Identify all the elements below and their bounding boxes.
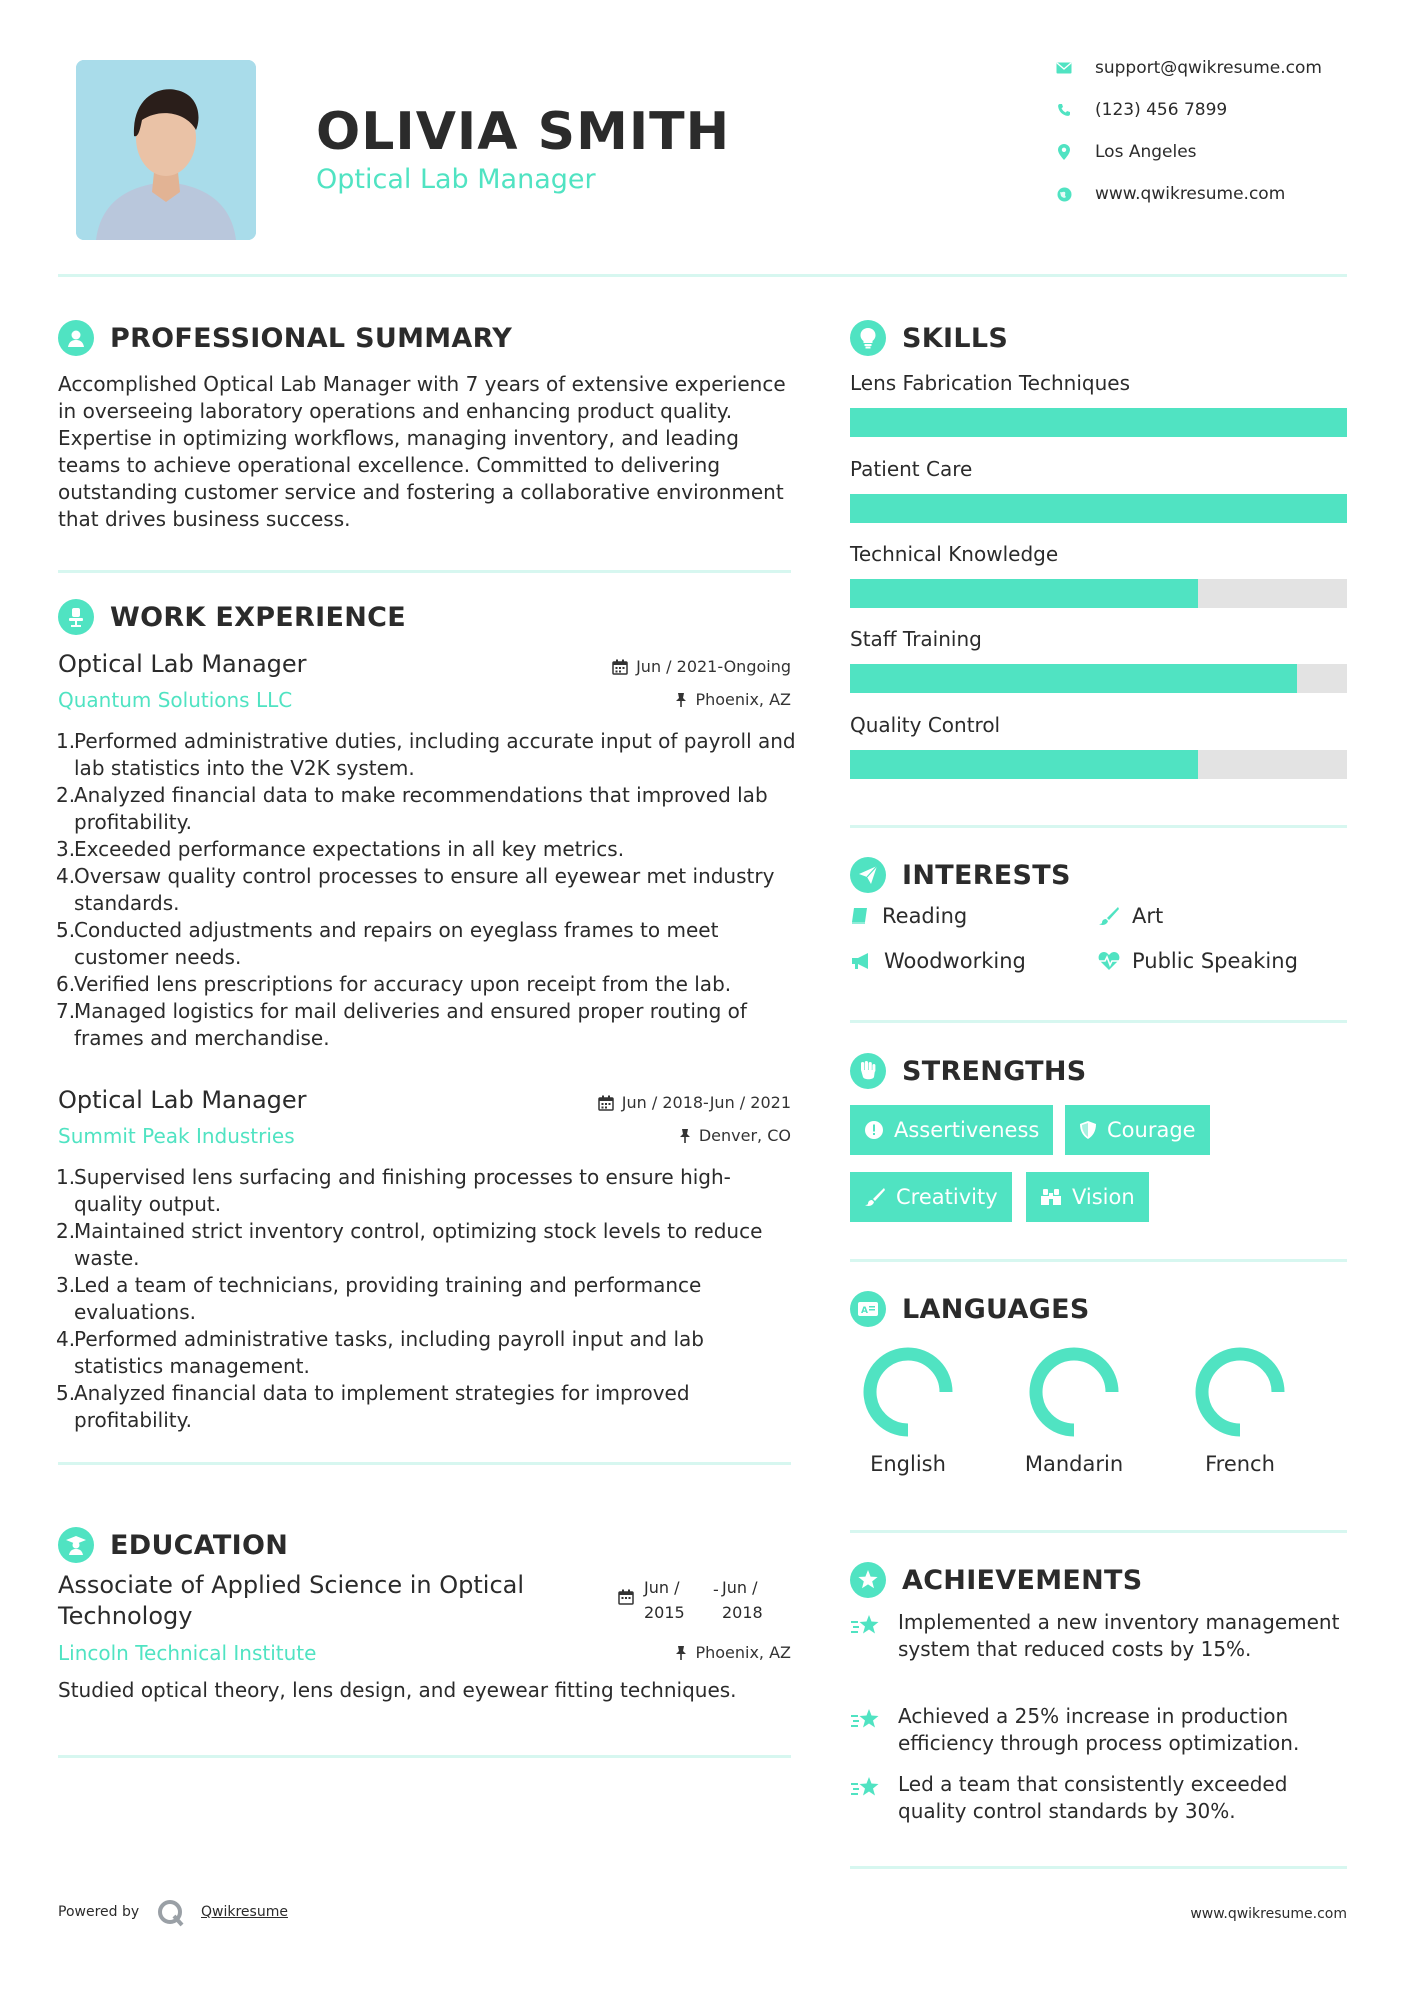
- language-french: French: [1175, 1342, 1305, 1476]
- achievements-divider: [850, 1866, 1347, 1869]
- skill-bar-fill: [850, 664, 1297, 693]
- contact-location: Los Angeles: [1055, 142, 1375, 162]
- list-item: 7. Managed logistics for mail deliveries and ensured proper routing of frames and merchandise.: [56, 999, 747, 1050]
- skill-bar: [850, 494, 1347, 523]
- interest-public-speaking: Public Speaking: [1098, 949, 1298, 973]
- user-icon: [58, 320, 94, 356]
- language-progress-ring: [1190, 1342, 1290, 1442]
- list-item: 5. Analyzed financial data to implement strategies for improved profitability.: [56, 1381, 690, 1432]
- interest-art: Art: [1098, 904, 1163, 928]
- achievement-item: Achieved a 25% increase in production efficiency through process optimization.: [850, 1703, 1347, 1757]
- summary-heading: PROFESSIONAL SUMMARY: [58, 320, 512, 356]
- achievements-heading: ACHIEVEMENTS: [850, 1562, 1143, 1598]
- education-heading: EDUCATION: [58, 1527, 288, 1563]
- job-1-title: Optical Lab Manager: [58, 650, 307, 678]
- book-icon: [850, 906, 870, 926]
- language-progress-arc: [870, 1354, 946, 1430]
- list-item: 2. Analyzed financial data to make recommendations that improved lab profitability.: [56, 783, 768, 834]
- svg-text:A: A: [861, 1306, 868, 1316]
- candidate-title: Optical Lab Manager: [316, 164, 596, 195]
- calendar-icon: [618, 1589, 634, 1609]
- language-mandarin: Mandarin: [1009, 1342, 1139, 1476]
- profile-photo: [76, 60, 256, 240]
- email-icon: [1055, 59, 1073, 77]
- strength-chip: Creativity: [850, 1172, 1012, 1222]
- contact-website[interactable]: www.qwikresume.com: [1055, 184, 1375, 204]
- shield-icon: [1079, 1120, 1097, 1140]
- pin-icon: [675, 692, 687, 708]
- skill-bar: [850, 664, 1347, 693]
- language-progress-arc: [1036, 1354, 1112, 1430]
- language-progress-arc: [1202, 1354, 1278, 1430]
- heartbeat-icon: [1098, 951, 1120, 971]
- location-pin-icon: [1055, 143, 1073, 161]
- strength-chip: Vision: [1026, 1172, 1149, 1222]
- interest-reading: Reading: [850, 904, 967, 928]
- list-item: 5. Conducted adjustments and repairs on eyeglass frames to meet customer needs.: [56, 918, 719, 969]
- language-icon: [850, 1291, 886, 1327]
- skill-label: Patient Care: [850, 457, 973, 481]
- skill-label: Technical Knowledge: [850, 542, 1059, 566]
- shooting-star-icon: [850, 1613, 882, 1639]
- strength-chip: Assertiveness: [850, 1105, 1053, 1155]
- contact-email[interactable]: support@qwikresume.com: [1055, 58, 1375, 78]
- experience-divider: [58, 1462, 791, 1465]
- candidate-name: OLIVIA SMITH: [316, 102, 731, 162]
- binoculars-icon: [1040, 1187, 1062, 1207]
- skill-bar-fill: [850, 750, 1198, 779]
- job-1-dates: Jun / 2021-Ongoing: [500, 657, 791, 676]
- shooting-star-icon: [850, 1707, 882, 1733]
- education-degree: Associate of Applied Science in Optical Technology: [58, 1571, 525, 1630]
- contact-phone[interactable]: (123) 456 7899: [1055, 100, 1375, 120]
- calendar-icon: [598, 1095, 614, 1111]
- phone-icon: [1055, 101, 1073, 119]
- interest-woodworking: Woodworking: [850, 949, 1026, 973]
- footer-website[interactable]: www.qwikresume.com: [1190, 1906, 1347, 1922]
- summary-text: Accomplished Optical Lab Manager with 7 years of extensive experience in overseeing laboratory operations and enhancing product quality. Expertise in optimizing workflows, managing inventory, and leading teams to achieve operational excellence. Committed to delivering outstanding customer service and fostering a collaborative environment that drives business success.: [58, 372, 786, 531]
- skill-bar-fill: [850, 579, 1198, 608]
- education-school: Lincoln Technical Institute: [58, 1641, 317, 1665]
- skill-bar: [850, 750, 1347, 779]
- education-start: Jun / 2015: [644, 1578, 685, 1622]
- strength-chip: Courage: [1065, 1105, 1210, 1155]
- skills-divider: [850, 825, 1347, 828]
- job-2-title: Optical Lab Manager: [58, 1086, 307, 1114]
- skills-heading: SKILLS: [850, 320, 1008, 356]
- skill-bar: [850, 579, 1347, 608]
- education-description: Studied optical theory, lens design, and eyewear fitting techniques.: [58, 1678, 737, 1702]
- qwikresume-link[interactable]: Qwikresume: [201, 1904, 288, 1920]
- paintbrush-icon: [1098, 906, 1120, 926]
- skill-label: Staff Training: [850, 627, 982, 651]
- list-item: 3. Led a team of technicians, providing training and performance evaluations.: [56, 1273, 702, 1324]
- education-location: Phoenix, AZ: [500, 1643, 791, 1662]
- list-item: 2. Maintained strict inventory control, optimizing stock levels to reduce waste.: [56, 1219, 763, 1270]
- powered-by-label: Powered by: [58, 1904, 140, 1920]
- pin-icon: [679, 1128, 691, 1144]
- education-end: Jun / 2018: [722, 1578, 763, 1622]
- strengths-divider: [850, 1259, 1347, 1262]
- job-2-bullets: [56, 1164, 796, 1434]
- exclamation-circle-icon: [864, 1120, 884, 1140]
- education-divider: [58, 1755, 791, 1758]
- globe-icon: [1055, 185, 1073, 203]
- paintbrush-icon: [864, 1187, 886, 1207]
- chair-icon: [58, 599, 94, 635]
- list-item: 1. Performed administrative duties, including accurate input of payroll and lab statistics into the V2K system.: [56, 729, 796, 780]
- lightbulb-icon: [850, 320, 886, 356]
- job-2-dates: Jun / 2018-Jun / 2021: [500, 1093, 791, 1112]
- job-1-location: Phoenix, AZ: [500, 690, 791, 709]
- skill-bar: [850, 408, 1347, 437]
- list-item: 4. Performed administrative tasks, including payroll input and lab statistics management.: [56, 1327, 704, 1378]
- skill-bar-fill: [850, 408, 1347, 437]
- fist-icon: [850, 1053, 886, 1089]
- calendar-icon: [612, 659, 628, 675]
- header-divider: [58, 274, 1347, 277]
- job-2-location: Denver, CO: [500, 1126, 791, 1145]
- summary-divider: [58, 570, 791, 573]
- graduate-icon: [58, 1527, 94, 1563]
- interests-divider: [850, 1020, 1347, 1023]
- skill-bar-fill: [850, 494, 1347, 523]
- job-1-bullets: [56, 728, 796, 1052]
- skill-label: Lens Fabrication Techniques: [850, 371, 1130, 395]
- language-progress-ring: [858, 1342, 958, 1442]
- experience-heading: WORK EXPERIENCE: [58, 599, 406, 635]
- list-item: 4. Oversaw quality control processes to ensure all eyewear met industry standards.: [56, 864, 775, 915]
- shooting-star-icon: [850, 1775, 882, 1801]
- list-item: 6. Verified lens prescriptions for accuracy upon receipt from the lab.: [56, 972, 732, 996]
- language-progress-ring: [1024, 1342, 1124, 1442]
- star-badge-icon: [850, 1562, 886, 1598]
- education-date-separator: -: [713, 1580, 719, 1599]
- pin-icon: [675, 1645, 687, 1661]
- list-item: 3. Exceeded performance expectations in all key metrics.: [56, 837, 625, 861]
- languages-divider: [850, 1530, 1347, 1533]
- job-1-company: Quantum Solutions LLC: [58, 688, 293, 712]
- languages-heading: A LANGUAGES: [850, 1291, 1090, 1327]
- achievement-item: Implemented a new inventory management system that reduced costs by 15%.: [850, 1609, 1347, 1663]
- qwikresume-logo-icon: [156, 1898, 186, 1932]
- job-2-company: Summit Peak Industries: [58, 1124, 295, 1148]
- interests-heading: INTERESTS: [850, 857, 1071, 893]
- skill-label: Quality Control: [850, 713, 1001, 737]
- strengths-heading: STRENGTHS: [850, 1053, 1087, 1089]
- megaphone-icon: [850, 951, 872, 971]
- achievement-item: Led a team that consistently exceeded quality control standards by 30%.: [850, 1771, 1347, 1825]
- language-english: English: [843, 1342, 973, 1476]
- list-item: 1. Supervised lens surfacing and finishing processes to ensure high-quality output.: [56, 1165, 731, 1216]
- paper-plane-icon: [850, 857, 886, 893]
